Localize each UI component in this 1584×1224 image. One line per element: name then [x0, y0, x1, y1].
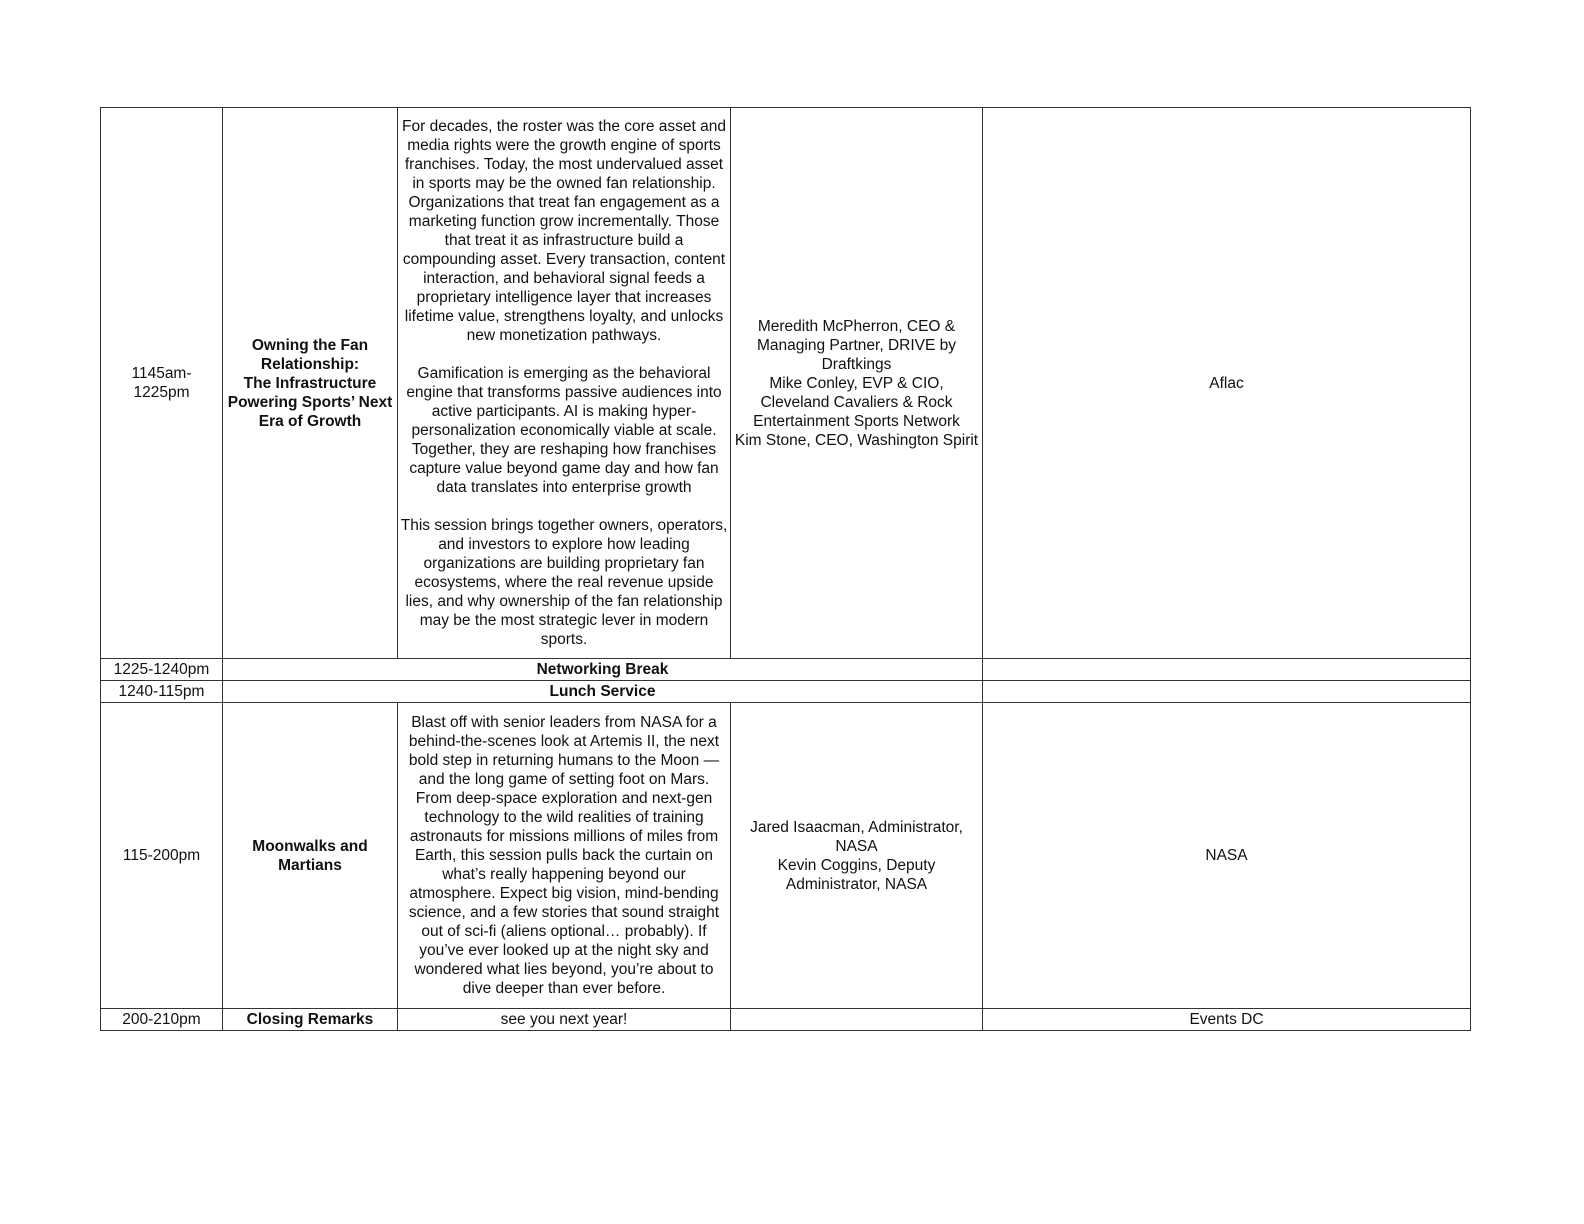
- session-title: Martians: [278, 856, 342, 874]
- speaker: Jared Isaacman, Administrator, NASA: [750, 818, 963, 855]
- session-title: Owning the Fan Relationship:: [251, 336, 369, 373]
- table-row: [101, 703, 1471, 1009]
- speakers-cell: [731, 1009, 983, 1031]
- speaker: Mike Conley, EVP & CIO, Cleveland Cavaliers & Rock Entertainment Sports Network: [753, 374, 960, 430]
- session-description-cell: [398, 108, 731, 659]
- speakers-cell: [731, 108, 983, 659]
- session-description-cell: [398, 703, 731, 1009]
- sponsor-cell: [983, 108, 1471, 659]
- time-cell: [101, 108, 223, 659]
- session-title-cell: [223, 108, 398, 659]
- break-label: Lunch Service: [223, 681, 983, 703]
- session-description: This session brings together owners, operators, and investors to explore how leading organizations are building proprietary fan ecosystems, where the real revenue upside lies, and why ownership of the fan relationship may be the most strategic lever in modern sports.: [400, 517, 728, 648]
- time-cell: 200-210pm: [101, 1009, 223, 1031]
- time-cell: 1240-115pm: [101, 681, 223, 703]
- time-text: 1145am- 1225pm: [131, 365, 192, 401]
- sponsor-cell: [983, 703, 1471, 1009]
- sponsor: NASA: [1205, 847, 1248, 864]
- session-description: For decades, the roster was the core asset and media rights were the growth engine of sports franchises. Today, the most undervalued asset in sports may be the owned fan relationship. Organizations that treat fan engagement as a marketing function grow incrementally. Those that treat it as infrastructure build a compounding asset. Every transaction, content interaction, and behavioral signal feeds a proprietary intelligence layer that increases lifetime value, strengthens loyalty, and unlocks new monetization pathways.: [402, 118, 726, 344]
- speaker: Kevin Coggins, Deputy Administrator, NASA: [777, 856, 936, 893]
- agenda-table: [100, 107, 1471, 1031]
- session-title-cell: [223, 703, 398, 1009]
- speakers-cell: [731, 703, 983, 1009]
- sponsor: Aflac: [1209, 374, 1244, 392]
- sponsor-cell: [983, 681, 1471, 703]
- time-cell: 1225-1240pm: [101, 659, 223, 681]
- session-description: Gamification is emerging as the behavioral engine that transforms passive audiences into active participants. AI is making hyper-personalization economically viable at scale. Together, they are reshaping how franchises capture value beyond game day and how fan data translates into enterprise growth: [406, 365, 722, 496]
- session-title: The Infrastructure Powering Sports’ Next Era of Growth: [227, 374, 393, 430]
- table-row: [101, 108, 1471, 659]
- session-description-cell: see you next year!: [398, 1009, 731, 1031]
- table-row: [101, 1009, 1471, 1031]
- break-label: Networking Break: [223, 659, 983, 681]
- speaker: Kim Stone, CEO, Washington Spirit: [734, 431, 979, 449]
- sponsor-cell: Events DC: [983, 1009, 1471, 1031]
- time-cell: 115-200pm: [101, 703, 223, 1009]
- session-title: Moonwalks and: [252, 837, 368, 855]
- session-title-cell: Closing Remarks: [223, 1009, 398, 1031]
- session-description: Blast off with senior leaders from NASA for a behind-the-scenes look at Artemis II, the next bold step in returning humans to the Moon — and the long game of setting foot on Mars. From deep-space exploration and next-gen technology to the wild realities of training astronauts for missions millions of miles from Earth, this session pulls back the curtain on what’s really happening beyond our atmosphere. Expect big vision, mind-bending science, and a few stories that sound straight out of sci-fi (aliens optional… probably). If you’ve ever looked up at the night sky and wondered what lies beyond, you’re about to dive deeper than ever before.: [408, 714, 720, 997]
- table-row: [101, 659, 1471, 681]
- table-row: [101, 681, 1471, 703]
- speaker: Meredith McPherron, CEO & Managing Partner, DRIVE by Draftkings: [756, 317, 957, 373]
- sponsor-cell: [983, 659, 1471, 681]
